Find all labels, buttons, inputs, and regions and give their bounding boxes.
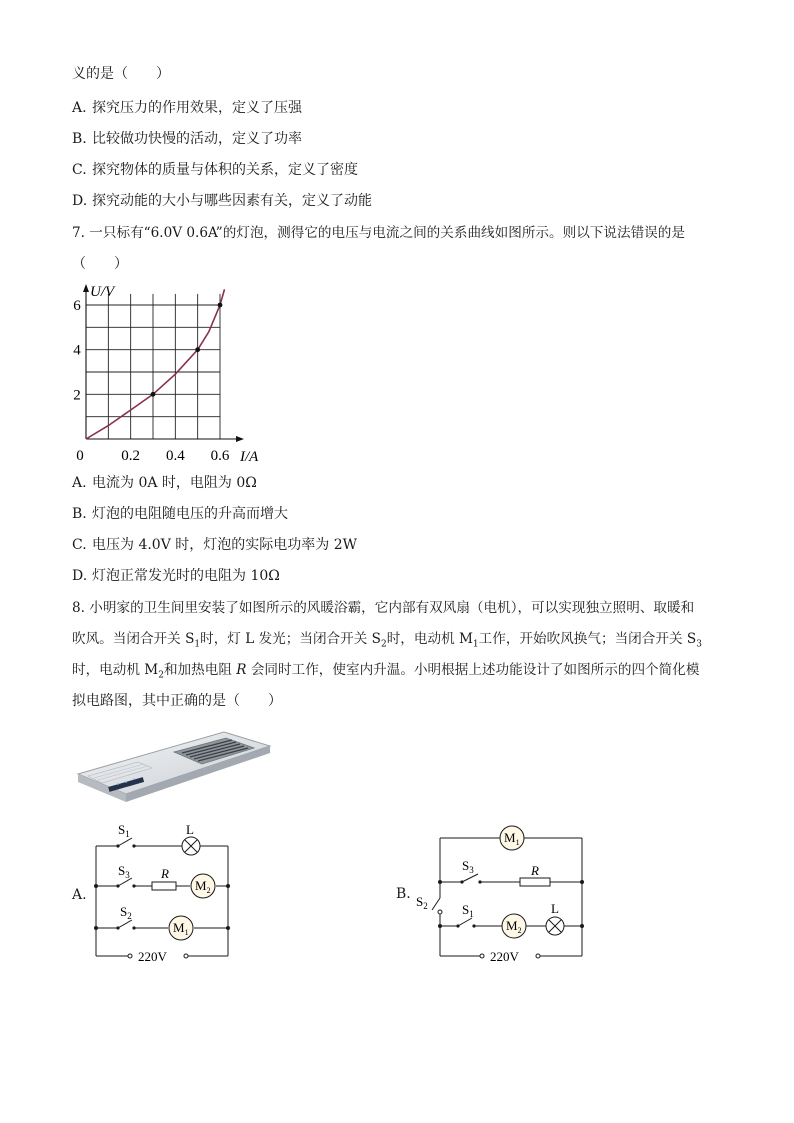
q7-option-c: C. 电压为 4.0V 时，灯泡的实际电功率为 2W — [72, 537, 358, 553]
chart-point — [151, 392, 156, 397]
bath-heater-image — [74, 722, 274, 812]
x-tick-label: 0.4 — [165, 448, 185, 464]
circuit-a-letter: A. — [72, 887, 87, 903]
q8-stem-line2: 吹风。当闭合开关 $S_1$时，灯 L 发光；当闭合开关 $S_2$时，电动机 $M_1$工作，开始吹风换气；当闭合开关 $S_3$ — [72, 631, 702, 650]
svg-text:M1: $M_1$ — [173, 920, 189, 937]
y-tick-label: 4 — [73, 342, 81, 359]
ui-curve-chart — [66, 280, 276, 470]
q7-option-d: D. 灯泡正常发光时的电阻为 10Ω — [72, 568, 280, 584]
svg-text:M1: $M_1$ — [504, 830, 520, 847]
svg-text:R: R — [161, 866, 169, 881]
x-axis-arrow — [236, 436, 244, 442]
q6-option-c: C. 探究物体的质量与体积的关系，定义了密度 — [72, 162, 358, 178]
chart-point — [195, 347, 200, 352]
circuit-b-letter: B. — [396, 886, 411, 902]
q7-stem-line2: （ ） — [72, 256, 128, 272]
svg-text:S3: $S_3$ — [462, 858, 474, 875]
q6-option-a: A. 探究压力的作用效果，定义了压强 — [72, 100, 302, 116]
svg-text:L: L — [551, 901, 559, 916]
svg-text:S2: $S_2$ — [120, 904, 132, 921]
svg-text:S2: $S_2$ — [416, 894, 428, 911]
q8-stem-line4: 拟电路图，其中正确的是（ ） — [72, 693, 282, 709]
y-tick-label: 6 — [73, 298, 81, 314]
q8-stem-line3: 时，电动机 $M_2$和加热电阻 R 会同时工作，使室内升温。小明根据上述功能设计了如图所示的四个简化模 — [72, 662, 700, 681]
svg-text:L: L — [186, 822, 194, 837]
svg-text:M2: $M_2$ — [195, 878, 211, 895]
svg-text:S1: $S_1$ — [118, 822, 130, 839]
y-tick-label: 2 — [73, 387, 81, 404]
chart-origin-label: 0 — [76, 448, 84, 464]
x-tick-label: 0.6 — [210, 448, 230, 464]
svg-text:220V: 220V — [138, 949, 167, 964]
q6-option-b: B. 比较做功快慢的活动，定义了功率 — [72, 131, 302, 147]
q8-stem-line1: 8. 小明家的卫生间里安装了如图所示的风暖浴霸，它内部有双风扇（电机），可以实现独立照明、取暖和 — [72, 600, 695, 616]
chart-grid — [86, 294, 220, 439]
svg-text:S3: $S_3$ — [118, 863, 130, 880]
svg-text:S1: $S_1$ — [462, 902, 474, 919]
chart-x-axis-label: I/A — [240, 449, 259, 465]
svg-text:M2: $M_2$ — [506, 918, 522, 935]
q7-stem-line1: 7. 一只标有“6.0V 0.6A”的灯泡，测得它的电压与电流之间的关系曲线如图所示。则以下说法错误的是 — [72, 225, 685, 241]
y-axis-arrow — [83, 284, 89, 292]
svg-text:R: R — [531, 863, 539, 878]
q6-stem-tail: 义的是（ ） — [72, 66, 170, 82]
q7-option-a: A. 电流为 0A 时，电阻为 0Ω — [72, 475, 257, 491]
x-tick-label: 0.2 — [121, 448, 141, 464]
q6-option-d: D. 探究动能的大小与哪些因素有关，定义了动能 — [72, 193, 372, 209]
chart-y-axis-label: U/V — [90, 284, 115, 300]
chart-point — [218, 303, 223, 308]
q7-option-b: B. 灯泡的电阻随电压的升高而增大 — [72, 506, 288, 522]
circuit-b — [412, 818, 592, 970]
svg-text:220V: 220V — [490, 949, 519, 964]
circuit-a — [90, 820, 240, 970]
